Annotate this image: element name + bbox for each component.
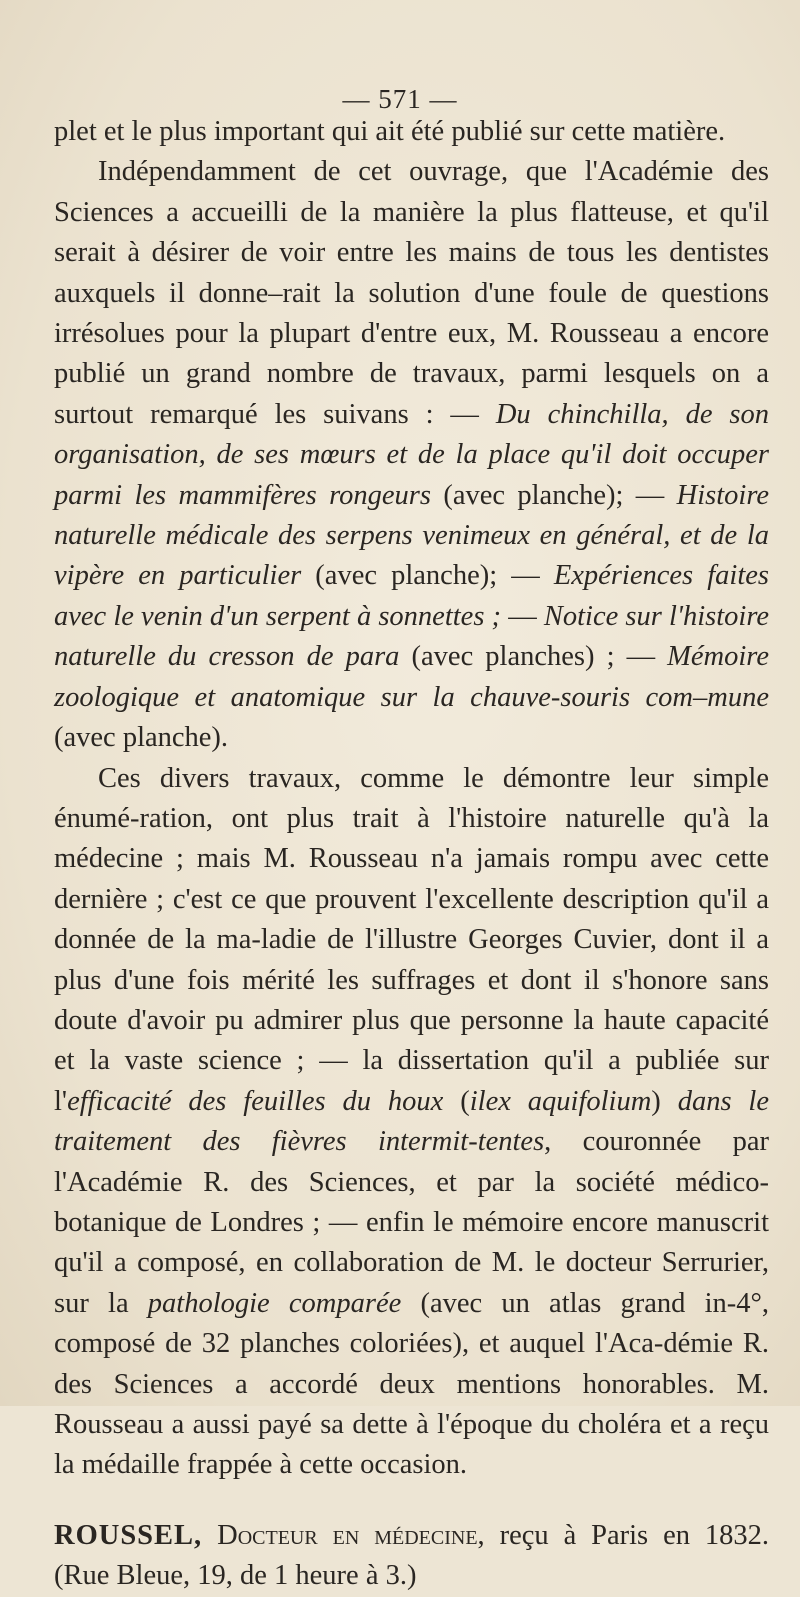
italic-title: Mémoire zoologique et anatomique sur la chauve-souris com–mune [54, 641, 769, 713]
entry-title: Docteur en médecine [217, 1519, 478, 1551]
italic-title: Expériences faites avec le venin d'un serpent à sonnettes ; [54, 560, 769, 632]
text-run: ( [443, 1085, 470, 1117]
entry-name: ROUSSEL, [54, 1519, 203, 1551]
page-number: — 571 — [342, 84, 458, 114]
text-run: , reçu à Paris en 1832. (Rue Bleue, 19, de 1 heure à 3.) [54, 1519, 770, 1592]
text-run: (avec un atlas grand in-4°, composé de 32 planches coloriées), et auquel l'Aca-démie R. des Sciences a accordé deux mentions honorables. M. Rousseau a aussi payé sa dette à l'époque du choléra et a reçu la médaille frappée à cette occasion. [54, 1287, 769, 1481]
text-run: (avec planche); — [430, 479, 677, 511]
italic-title: dans le traitement des fièvres intermit-tentes [54, 1085, 769, 1158]
text-run: plet et le plus important qui ait été publié sur cette matière. [54, 116, 726, 147]
text-run: Indépendamment de cet ouvrage, que l'Académie des Sciences a accueilli de la manière la plus flatteuse, et qu'il serait à désirer de voir entre les mains de tous les dentistes auxquels il donne–rait la solution d'une foule de questions irrésolues pour la plupart d'entre eux, M. Rousseau a encore publié un grand nombre de travaux, parmi lesquels on a surtout remarqué les suivans : — [54, 156, 769, 430]
body-text [54, 112, 769, 1597]
italic-title: Histoire naturelle médicale des serpens venimeux en général, et de la vipère en particulier [54, 479, 770, 592]
text-run: (avec planche). [54, 722, 229, 754]
text-run: (avec planches) ; — [399, 641, 668, 673]
italic-title: pathologie comparée [147, 1287, 402, 1319]
paragraph [54, 759, 769, 1486]
text-run [202, 1520, 217, 1551]
italic-title: Notice sur l'histoire naturelle du cresson de para [54, 600, 770, 673]
text-run: , couronnée par l'Académie R. des Sciences, et par la société médico-botanique de Londres ; — enfin le mémoire encore manuscrit qu'il a composé, en collaboration de M. le docteur Serrurier, sur la [54, 1126, 769, 1319]
text-run: — [501, 600, 544, 632]
italic-title: ilex aquifolium [469, 1085, 652, 1117]
paragraph [54, 152, 769, 758]
directory-entry [54, 1516, 769, 1597]
text-run: Ces divers travaux, comme le démontre leur simple énumé-ration, ont plus trait à l'histoire naturelle qu'à la médecine ; mais M. Rousseau n'a jamais rompu avec cette dernière ; c'est ce que prouvent l'excellente description qu'il a donnée de la ma-ladie de l'illustre Georges Cuvier, dont il a plus d'une fois mérité les suffrages et dont il s'honore sans doute d'avoir pu admirer plus que personne la haute capacité et la vaste science ; — la dissertation qu'il a publiée sur l' [54, 762, 769, 1117]
text-run: ) [651, 1085, 678, 1117]
italic-title: efficacité des feuilles du houx [67, 1085, 444, 1117]
paragraph [54, 112, 769, 152]
italic-title: Du chinchilla, de son organisation, de ses mœurs et de la place qu'il doit occuper parmi les mammifères rongeurs [54, 398, 769, 511]
text-run: (avec planche); — [301, 560, 554, 592]
